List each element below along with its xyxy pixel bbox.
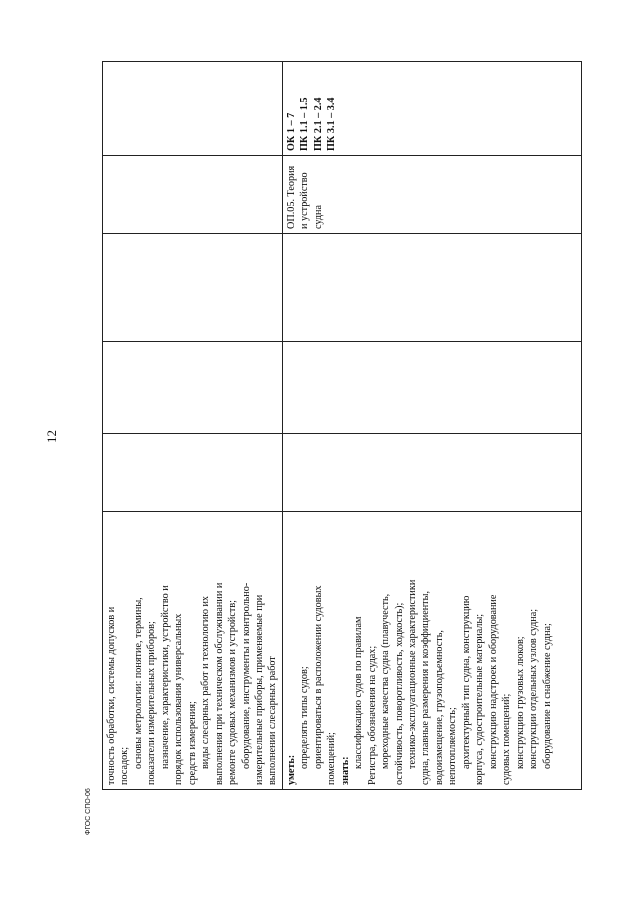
text-line: определять типы судов; bbox=[299, 666, 311, 769]
text-line: показатели измерительных приборов; bbox=[146, 621, 158, 785]
competence-code: ПК 2.1 – 2.4 bbox=[312, 97, 324, 151]
text-line: ориентироваться в расположении судовых bbox=[312, 585, 324, 769]
text-line: помещений; bbox=[326, 732, 338, 785]
text-line: ремонте судовых механизмов и устройств; bbox=[227, 600, 239, 785]
empty-cell bbox=[103, 342, 283, 434]
text-line: непотопляемость; bbox=[447, 707, 459, 785]
discipline-name: ОП.05. Теория и устройство судна bbox=[285, 165, 324, 229]
discipline-cell bbox=[282, 156, 581, 234]
competence-code: ПК 3.1 – 3.4 bbox=[326, 97, 338, 151]
text-line: Регистра, обозначения на судах; bbox=[366, 645, 378, 785]
empty-cell bbox=[282, 434, 581, 512]
curriculum-table bbox=[102, 61, 582, 790]
skills-cell-row2 bbox=[282, 512, 581, 790]
text-line: основы метрологии: понятие, термины, bbox=[132, 597, 144, 769]
empty-cell bbox=[103, 156, 283, 234]
text-line: порядок использования универсальных bbox=[173, 613, 185, 785]
text-line: средств измерения; bbox=[186, 701, 198, 785]
empty-cell bbox=[282, 342, 581, 434]
text-line: выполнения при техническом обслуживании и bbox=[213, 582, 225, 785]
text-line: знать: bbox=[339, 756, 351, 785]
competence-code: ОК 1 – 7 bbox=[285, 112, 297, 151]
text-line: уметь: bbox=[285, 754, 297, 785]
skills-cell-row1 bbox=[103, 512, 283, 790]
text-line: корпуса, судостроительные материалы; bbox=[474, 613, 486, 785]
text-line: конструкцию надстроек и оборудование bbox=[487, 594, 499, 769]
competence-code: ПК 1.1 – 1.5 bbox=[299, 97, 311, 151]
text-line: выполнении слесарных работ bbox=[267, 656, 279, 785]
text-line: назначение, характеристики, устройство и bbox=[159, 585, 171, 769]
text-line: судна, главные размерения и коэффициенты, bbox=[420, 590, 432, 785]
text-line: классификацию судов по правилам bbox=[353, 616, 365, 769]
text-line: конструкцию грузовых люков; bbox=[514, 636, 526, 769]
text-line: остойчивость, поворотливость, ходкость); bbox=[393, 602, 405, 785]
text-line: измерительные приборы, применяемые при bbox=[253, 594, 265, 785]
rotated-table-container bbox=[102, 62, 582, 790]
table-row bbox=[103, 62, 283, 790]
empty-cell bbox=[103, 434, 283, 512]
empty-cell bbox=[103, 62, 283, 156]
text-line: конструкции отдельных узлов судна; bbox=[528, 608, 540, 769]
text-line: точность обработки, системы допусков и bbox=[106, 606, 117, 785]
page-number: 12 bbox=[44, 430, 59, 443]
text-line: судовых помещений; bbox=[501, 693, 513, 785]
text-line: посадок; bbox=[119, 746, 131, 785]
text-line: оборудование и снабжение судна; bbox=[541, 623, 553, 769]
text-line: оборудование, инструменты и контрольно- bbox=[240, 582, 252, 769]
empty-cell bbox=[103, 234, 283, 342]
text-line: мореходные качества судна (плавучесть, bbox=[380, 593, 392, 769]
text-line: технико-эксплуатационные характеристики bbox=[406, 579, 418, 769]
footer-mark: ФГОС СПО-06 bbox=[85, 788, 92, 835]
competences-cell bbox=[282, 62, 581, 156]
text-line: архитектурный тип судна, конструкцию bbox=[460, 595, 472, 769]
empty-cell bbox=[282, 234, 581, 342]
text-line: виды слесарных работ и технологию их bbox=[200, 595, 212, 769]
table-row bbox=[282, 62, 581, 790]
text-line: водоизмещение, грузоподъемность, bbox=[433, 630, 445, 785]
